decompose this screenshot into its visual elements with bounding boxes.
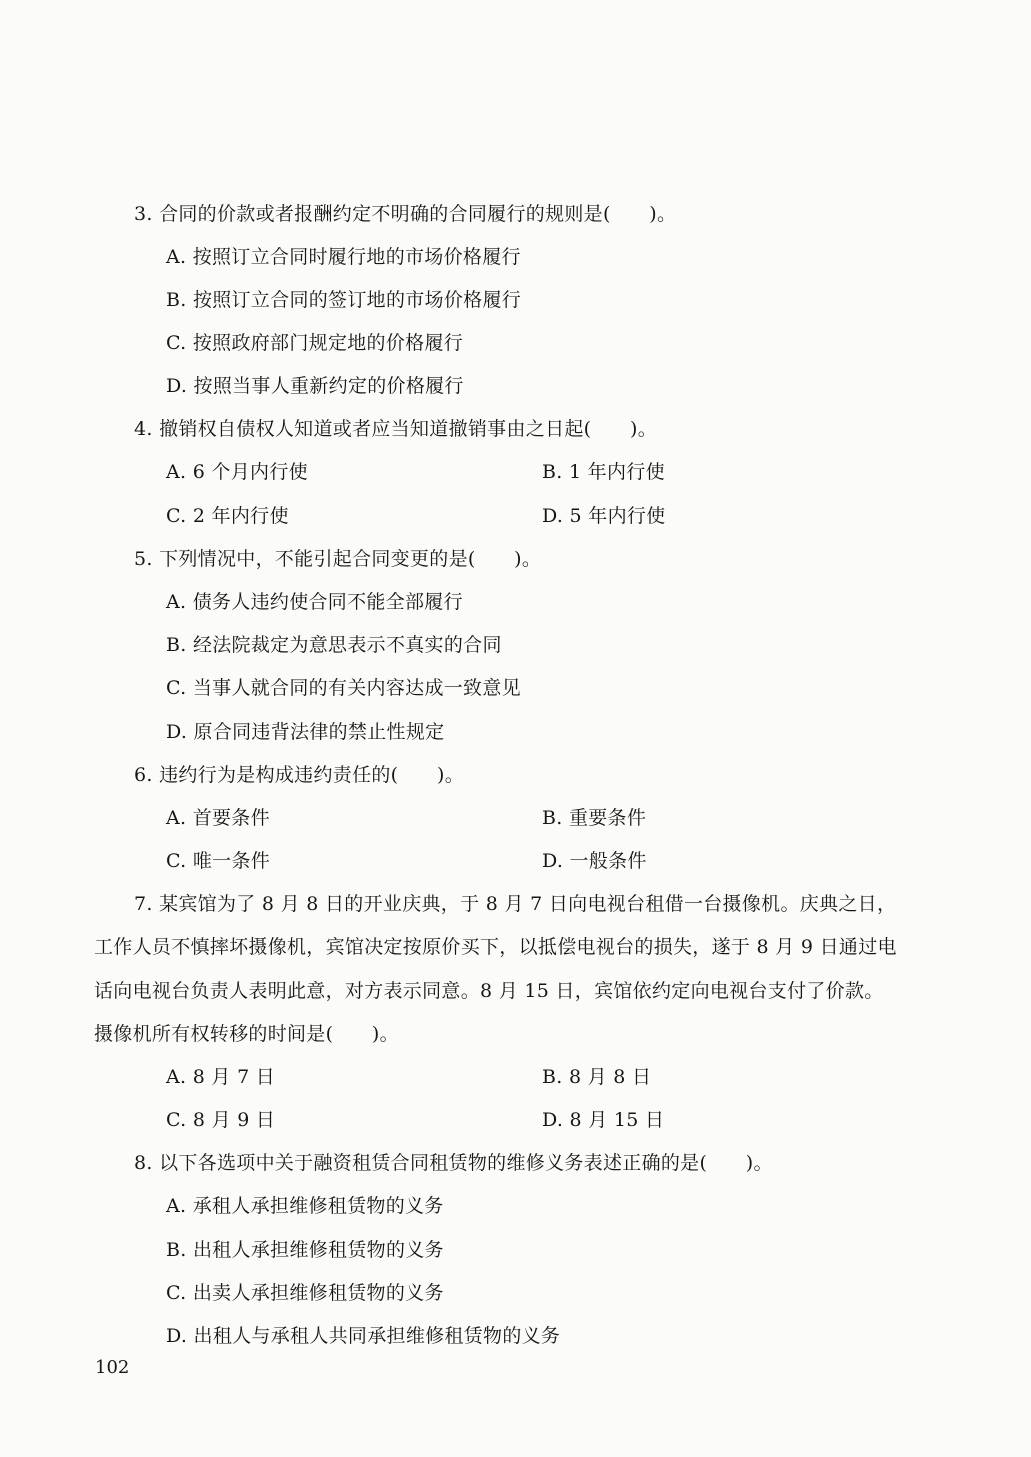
q7-stem-line-2: 工作人员不慎摔坏摄像机，宾馆决定按原价买下，以抵偿电视台的损失，遂于 8 月 9 日通过电 [94,936,897,958]
q5-stem: 5. 下列情况中，不能引起合同变更的是( )。 [134,548,542,570]
q6-option-a: A. 首要条件 [166,807,270,829]
page-number: 102 [95,1357,130,1378]
q8-stem: 8. 以下各选项中关于融资租赁合同租赁物的维修义务表述正确的是( )。 [134,1152,773,1174]
q7-stem-line-1: 7. 某宾馆为了 8 月 8 日的开业庆典，于 8 月 7 日向电视台租借一台摄像机。庆典之日， [134,893,897,915]
q7-option-b: B. 8 月 8 日 [542,1066,652,1088]
q6-stem: 6. 违约行为是构成违约责任的( )。 [134,764,464,786]
q3-option-d: D. 按照当事人重新约定的价格履行 [166,375,464,397]
q7-stem-line-3: 话向电视台负责人表明此意，对方表示同意。8 月 15 日，宾馆依约定向电视台支付了价款。 [94,980,884,1002]
q7-option-c: C. 8 月 9 日 [166,1109,276,1131]
q8-option-a: A. 承租人承担维修租赁物的义务 [166,1195,444,1217]
q4-stem: 4. 撤销权自债权人知道或者应当知道撤销事由之日起( )。 [134,418,657,440]
q6-option-b: B. 重要条件 [542,807,647,829]
q7-stem-line-4: 摄像机所有权转移的时间是( )。 [94,1023,399,1045]
q8-option-d: D. 出租人与承租人共同承担维修租赁物的义务 [166,1325,561,1347]
q3-option-c: C. 按照政府部门规定地的价格履行 [166,332,464,354]
q5-option-b: B. 经法院裁定为意思表示不真实的合同 [166,634,502,656]
q3-option-a: A. 按照订立合同时履行地的市场价格履行 [166,246,521,268]
q5-option-a: A. 债务人违约使合同不能全部履行 [166,591,463,613]
q4-option-d: D. 5 年内行使 [542,505,666,527]
q8-option-c: C. 出卖人承担维修租赁物的义务 [166,1282,444,1304]
q5-option-c: C. 当事人就合同的有关内容达成一致意见 [166,677,521,699]
q7-option-d: D. 8 月 15 日 [542,1109,665,1131]
q7-option-a: A. 8 月 7 日 [166,1066,276,1088]
q4-option-c: C. 2 年内行使 [166,505,289,527]
q6-option-d: D. 一般条件 [542,850,647,872]
q3-stem: 3. 合同的价款或者报酬约定不明确的合同履行的规则是( )。 [134,203,677,225]
q6-option-c: C. 唯一条件 [166,850,271,872]
q5-option-d: D. 原合同违背法律的禁止性规定 [166,721,445,743]
q4-option-a: A. 6 个月内行使 [166,461,308,483]
q3-option-b: B. 按照订立合同的签订地的市场价格履行 [166,289,522,311]
q8-option-b: B. 出租人承担维修租赁物的义务 [166,1239,444,1261]
q4-option-b: B. 1 年内行使 [542,461,665,483]
